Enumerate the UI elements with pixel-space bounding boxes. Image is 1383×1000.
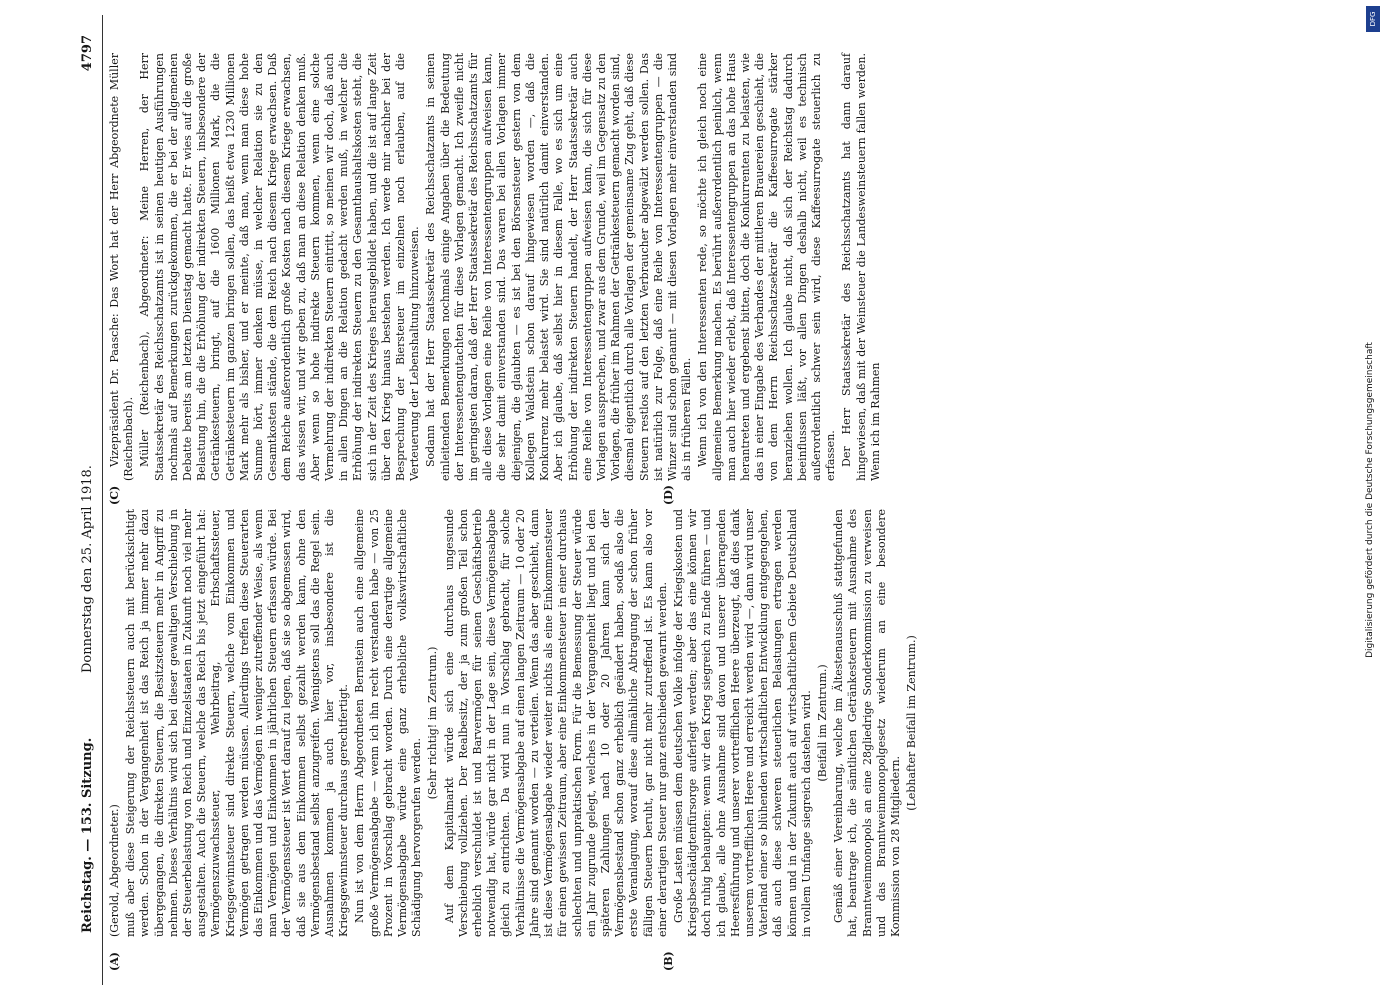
- right-column: [108, 53, 885, 481]
- paragraph: Gemäß einer Vereinbarung, welche im Ältestenausschuß stattgefunden hat, beantrage ich, die sämtlichen Getränkesteuern mit Ausnahme des Branntweinmonopols an eine 28gliedrige Sonderkommission zu verweisen und das Branntweinmonopolgesetz wiederum an eine besondere Kommission von 28 Mitgliedern.: [831, 509, 902, 937]
- digitization-credit-text: Digitalisierung gefördert durch die Deutsche Forschungsgemeinschaft: [1365, 342, 1375, 658]
- paragraph: Nun ist von dem Herrn Abgeordneten Bernstein auch eine allgemeine große Vermögensabgabe — wenn ich ihn recht verstanden habe — von 25 Prozent in Vorschlag gebracht worden. Durch eine derartige allgemeine Vermögensabgabe würde eine ganz erhebliche volkswirtschaftliche Schädigung hervorgerufen werden.: [352, 509, 423, 937]
- page-header: [80, 35, 102, 933]
- paragraph: Müller (Reichenbach), Abgeordneter: Meine Herren, der Herr Staatssekretär des Reichsschatzamts ist in seinen heutigen Ausführungen nochmals auf Bemerkungen zurückgekommen, die er bei der allgemeinen Debatte bereits am letzten Dienstag gemacht hatte. Er wies auf die große Belastung hin, die die Erhöhung der indirekten Steuern, insbesondere der Getränkesteuern, bringt, auf die 1600 Millionen Mark, die die Getränkesteuern im ganzen bringen sollen, das heißt etwa 1230 Millionen Mark mehr als bisher, und er meinte, daß man, wenn man diese hohe Summe hört, immer denken müsse, in welcher Relation sie zu den Gesamtkosten stände, die dem Reich nach diesem Kriege erwachsen. Daß dem Reiche außerordentlich große Kosten nach diesem Kriege erwachsen, das wissen wir, und wir geben zu, daß man an diese Relation denken muß. Aber wenn so hohe indirekte Steuern kommen, wenn eine solche Vermehrung der indirekten Steuern eintritt, so meinen wir doch, daß auch in allen Dingen an die Relation gedacht werden muß, in welcher die Erhöhung der indirekten Steuern zu den Gesamthaushaltskosten steht, die sich in der Zeit des Krieges herausgebildet haben, und die ist auf lange Zeit über den Krieg hinaus bestehen werden. Ich werde mir nachher bei der Besprechung der Biersteuer im einzelnen noch erlauben, auf die Verteuerung der Lebenshaltung hinzuweisen.: [137, 53, 421, 481]
- paragraph: Sodann hat der Herr Staatssekretär des Reichsschatzamts in seinen einleitenden Bemerkungen nochmals einige Angaben über die Bedeutung der Interessentengutachten für diese Vorlagen gemacht. Ich zweifle nicht im geringsten daran, daß der Herr Staatssekretär des Reichsschatzamts für alle diese Vorlagen eine Reihe von Interessentengruppen aufweisen kann, die sehr damit einverstanden sind. Das waren bei allen Vorlagen immer diejenigen, die glaubten — es ist bei den Börsensteuer gestern von dem Kollegen Waldstein schon darauf hingewiesen worden —, daß die Konkurrenz mehr belastet wird. Sie sind natürlich damit einverstanden. Aber ich glaube, daß selbst hier in diesem Falle, wo es sich um eine Erhöhung der indirekten Steuern handelt, der Herr Staatssekretär auch eine Reihe von Interessentengruppen aufweisen kann, die sich für diese Vorlagen aussprechen, und zwar aus dem Grunde, weil im Gegensatz zu den Vorlagen, die früher im Rahmen der Getränkesteuern gemacht worden sind, diesmal eigentlich durch alle Vorlagen der gemeinsame Zug geht, daß diese Steuern restlos auf den letzten Verbraucher abgewälzt werden sollen. Das ist natürlich zur Folge, daß eine Reihe von Interessentengruppen — die Winzer sind schon genannt — mit diesen Vorlagen mehr einverstanden sind als in früheren Fällen.: [423, 53, 693, 481]
- page-number: 4797: [79, 35, 95, 72]
- header-left: Reichstag. — 153. Sitzung.: [79, 737, 95, 933]
- dfg-logo: DFG: [1366, 6, 1380, 32]
- paragraph: Vizepräsident Dr. Paasche: Das Wort hat der Herr Abgeordnete Müller (Reichenbach).: [107, 53, 135, 481]
- interjection: (Sehr richtig! im Zentrum.): [425, 646, 439, 800]
- marker-a: (A): [107, 952, 121, 971]
- marker-c: (C): [107, 485, 121, 505]
- interjection: (Beifall im Zentrum.): [815, 664, 829, 782]
- left-column: [108, 509, 921, 937]
- paragraph: Der Herr Staatssekretär des Reichsschatzamts hat dann darauf hingewiesen, daß mit der Weinsteuer die Landesweinsteuern fallen werden. Wenn ich im Rahmen: [839, 53, 882, 481]
- digitization-credit: [1362, 10, 1378, 990]
- paragraph: Wenn ich von den Interessenten rede, so möchte ich gleich noch eine allgemeine Bemerkung machen. Es berührt außerordentlich peinlich, wenn man auch hier wieder erlebt, daß Interessentengruppen an das hohe Haus herantreten und ergebenst bitten, doch die Konkurrenten zu belasten, wie das in einer Eingabe des Verbandes der mittleren Brauereien geschieht, die von dem Herrn Reichsschatzsekretär die Kaffeesurrogate stärker heranziehen wollen. Ich glaube nicht, daß sich der Reichstag dadurch beeinflussen läßt, vor allen Dingen deshalb nicht, weil es technisch außerordentlich schwer sein wird, diese Kaffeesurrogate steuerlich zu erfassen.: [695, 53, 837, 481]
- marker-d: (D): [661, 485, 675, 505]
- paragraph: Große Lasten müssen dem deutschen Volke infolge der Kriegskosten und Kriegsbeschädigtenfürsorge auferlegt werden; aber das eine können wir doch ruhig behaupten: wenn wir den Krieg siegreich zu Ende führen — und ich glaube, alle ohne Ausnahme sind davon und unserer überragenden Heeresführung und unserer vortrefflichen Heere überzeugt, daß dies dank unserem vortrefflichen Heere und erreicht werden wird —, dann wird unser Vaterland einer so blühenden wirtschaftlichen Entwicklung entgegengehen, daß auch diese schweren steuerlichen Belastungen ertragen werden können und in der Zukunft auch auf wirtschaftlichem Gebiete Deutschland in vollem Umfange siegreich dastehen wird.: [671, 509, 813, 937]
- marker-b: (B): [661, 951, 675, 971]
- paragraph: muß aber diese Steigerung der Reichssteuern auch mit berücksichtigt werden. Schon in der Vergangenheit ist das Reich ja immer mehr dazu übergegangen, die direkten Steuern, die Besitzsteuern mehr in Angriff zu nehmen. Dieses Verhältnis wird sich bei dieser gewaltigen Verschiebung in der Steuerbelastung von Reich und Einzelstaaten in Zukunft noch viel mehr ausgestalten. Auch die Steuern, welche das Reich bis jetzt eingeführt hat: Vermögenszuwachssteuer, Wehrbeitrag, Erbschaftssteuer, Kriegsgewinnsteuer sind direkte Steuern, welche vom Einkommen und Vermögen getragen werden müssen. Allerdings treffen diese Steuerarten das Einkommen und das Vermögen in weniger zutreffender Weise, als wenn man Vermögen und Einkommen in jährlichen Steuern erfassen würde. Bei der Vermögenssteuer ist Wert darauf zu legen, daß sie so abgemessen wird, daß sie aus dem Einkommen selbst gezahlt werden kann, ohne den Vermögensbestand selbst anzugreifen. Wenigstens soll das die Regel sein. Ausnahmen kommen ja auch hier vor, insbesondere ist die Kriegsgewinnsteuer durchaus gerechtfertigt.: [123, 509, 350, 937]
- rotated-page-content: [72, 15, 1312, 985]
- paragraph: Auf dem Kapitalmarkt würde sich eine durchaus ungesunde Verschiebung vollziehen. Der Realbesitz, der ja zum großen Teil schon erheblich verschuldet ist und Barvermögen für seinen Geschäftsbetrieb notwendig hat, würde gar nicht in der Lage sein, diese Vermögensabgabe gleich zu entrichten. Da wird nun in Vorschlag gebracht, für solche Verhältnisse die Vermögensabgabe auf einen langen Zeitraum — 10 oder 20 Jahre sind genannt worden — zu verteilen. Wenn das aber geschieht, dann ist diese Vermögensabgabe wieder weiter nichts als eine Einkommensteuer für einen gewissen Zeitraum, aber eine Einkommensteuer in einer durchaus schlechten und unpraktischen Form. Für die Bemessung der Steuer würde ein Jahr zugrunde gelegt, welches in der Vergangenheit liegt und bei den späteren Zahlungen nach 10 oder 20 Jahren kann sich der Vermögensbestand schon ganz erheblich geändert haben, sodaß also die erste Veranlagung, worauf diese allmähliche Abtragung der schon früher fälligen Steuern beruht, gar nicht mehr zutreffend ist. Es kann also vor einer derartigen Steuer nur ganz entschieden gewarnt werden.: [442, 509, 669, 937]
- interjection: (Lebhafter Beifall im Zentrum.): [904, 635, 918, 811]
- speaker-tag: (Gerold, Abgeordneter.): [107, 804, 121, 937]
- header-rule: [102, 15, 103, 985]
- header-date: Donnerstag den 25. April 1918.: [79, 465, 95, 673]
